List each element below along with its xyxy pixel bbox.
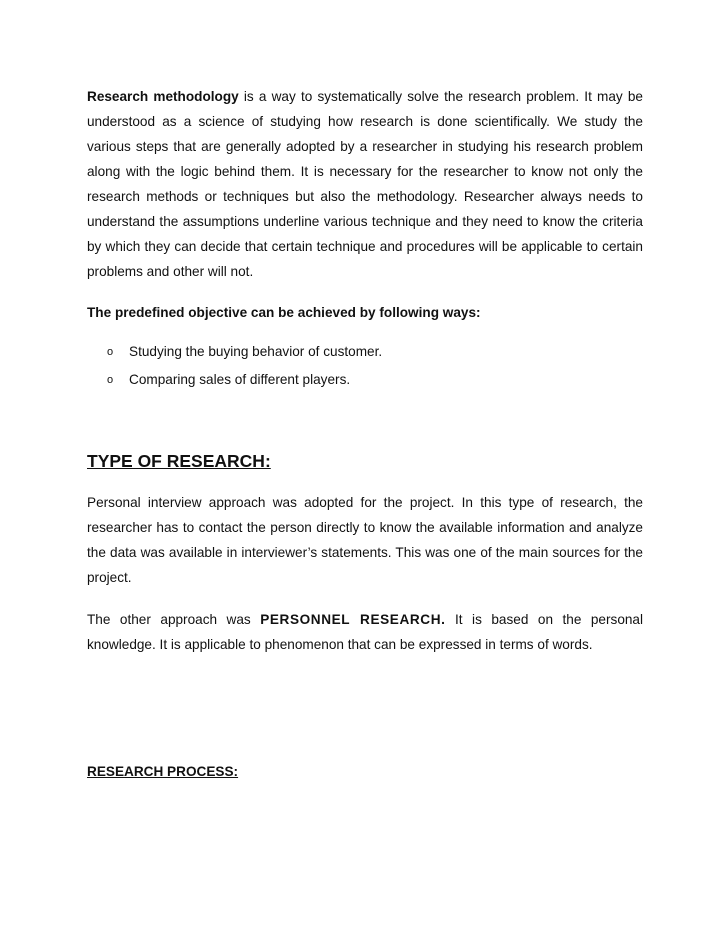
hollow-bullet-icon: o — [107, 374, 114, 386]
objective-list — [87, 338, 643, 394]
type-of-research-paragraph-2 — [87, 607, 643, 657]
document-page — [87, 84, 643, 782]
paragraph-2-intro: The other approach was — [87, 612, 261, 627]
methodology-lead-term: Research methodology — [87, 89, 239, 104]
paragraph-2-rest: It is based on the personal knowledge. It is applicable to phenomenon that can be expressed in terms of words. — [87, 612, 644, 652]
objective-heading: The predefined objective can be achieved by following ways: — [87, 305, 481, 320]
type-of-research-paragraph-1: Personal interview approach was adopted for the project. In this type of research, the researcher has to contact the person directly to know the available information and analyze the data was available in interviewer’s statements. This was one of the main sources for the project. — [87, 495, 643, 585]
list-item — [87, 366, 643, 394]
methodology-body-text: is a way to systematically solve the research problem. It may be understood as a science of studying how research is done scientifically. We study the various steps that are generally adopted by a researcher in studying his research problem along with the logic behind them. It is necessary for the researcher to know not only the research methods or techniques but also the methodology. Researcher always needs to understand the assumptions underline various technique and they need to know the criteria by which they can decide that certain technique and procedures will be applicable to certain problems and other will not. — [87, 89, 643, 279]
personnel-research-term: PERSONNEL RESEARCH. — [260, 612, 446, 627]
list-item-text: Comparing sales of different players. — [129, 372, 351, 387]
methodology-paragraph — [87, 84, 643, 284]
list-item — [87, 338, 643, 366]
hollow-bullet-icon: o — [107, 346, 114, 358]
list-item-text: Studying the buying behavior of customer. — [129, 344, 383, 359]
type-of-research-heading: TYPE OF RESEARCH: — [87, 451, 271, 471]
research-process-heading: RESEARCH PROCESS: — [87, 764, 239, 779]
